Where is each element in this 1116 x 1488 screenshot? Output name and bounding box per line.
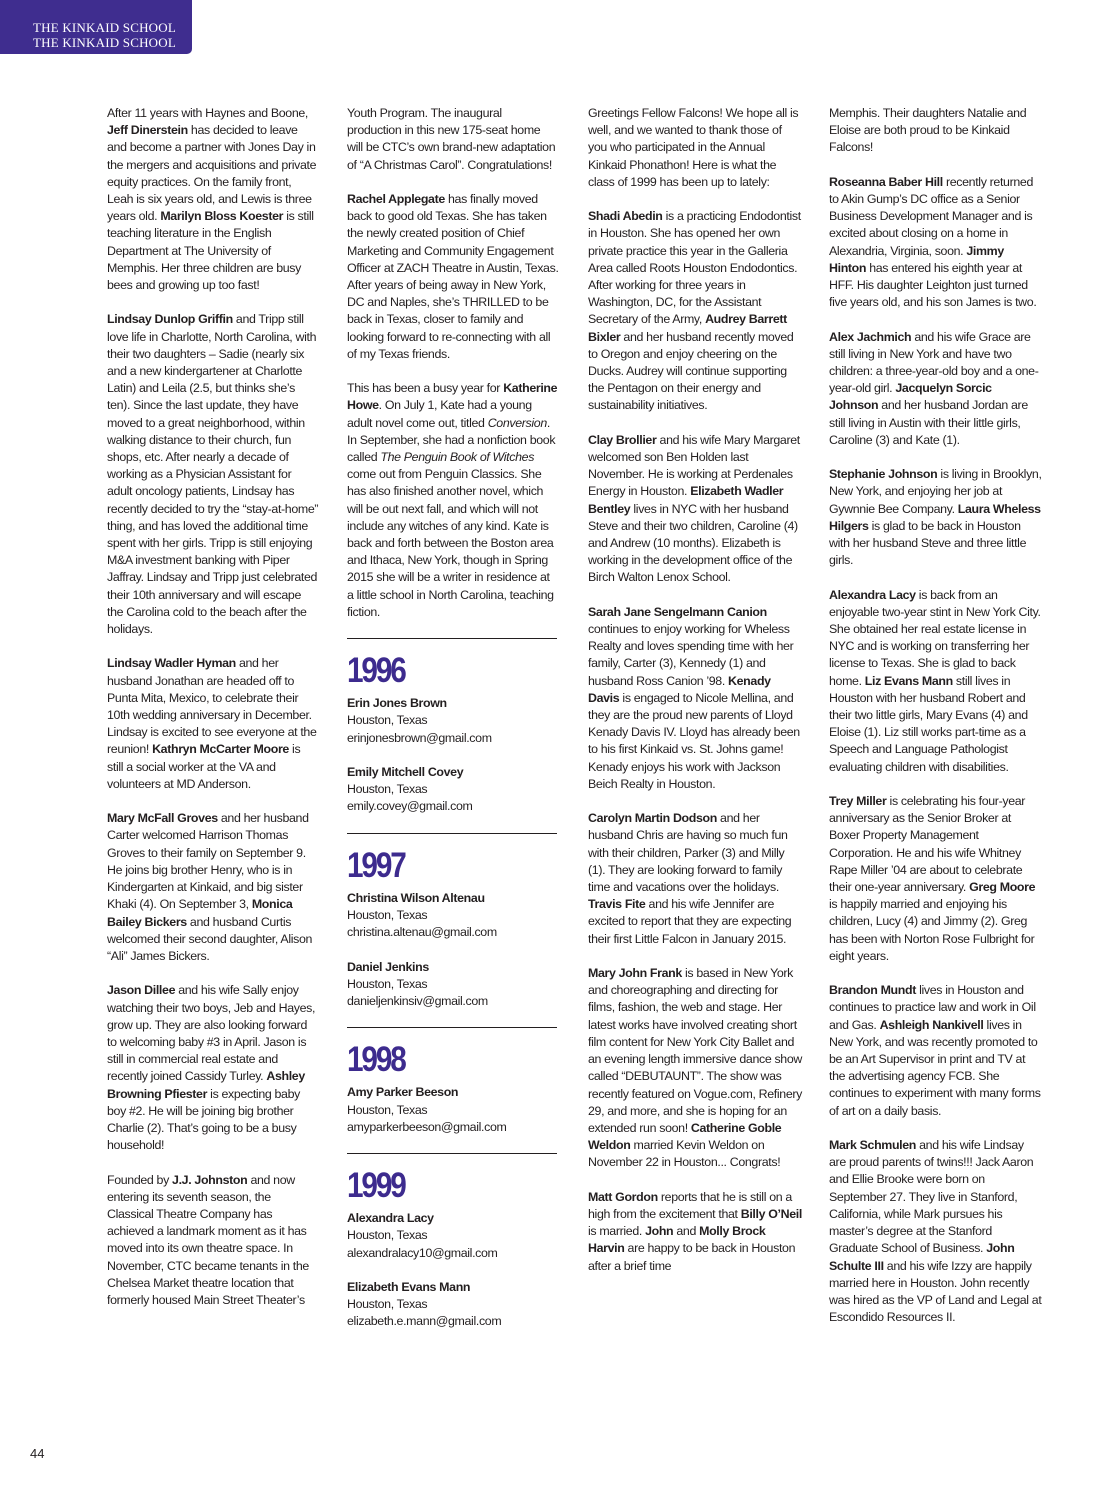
note-text: and his wife Lindsay are proud parents of twins!!! Jack Aaron and Ellie Brooke were born on September 27. They live in Stanford, California, while Mark pursues his master’s degree at the Stanford Graduate School of Business. xyxy=(829,1138,1034,1256)
class-note-paragraph xyxy=(829,1137,1043,1326)
class-note-paragraph xyxy=(347,191,559,363)
book-title: Conversion xyxy=(487,415,547,430)
alumni-name: Matt Gordon xyxy=(588,1189,658,1204)
class-note-paragraph xyxy=(829,329,1043,449)
contact-email[interactable]: christina.altenau@gmail.com xyxy=(347,925,497,940)
alumni-name: Katherine Howe xyxy=(347,381,558,413)
note-text: is glad to be back in Houston with her husband Steve and three little girls. xyxy=(829,518,1027,568)
contact-email[interactable]: erinjonesbrown@gmail.com xyxy=(347,730,492,745)
note-text: still lives in Houston with her husband Robert and their two little girls, Mary Evans (4) and Eloise (1). Liz still works part-time as a Speech and Language Pathologist evaluating children with disabilities. xyxy=(829,673,1028,774)
class-contacts xyxy=(347,638,559,1330)
contact-name: Alexandra Lacy xyxy=(347,1211,434,1226)
note-text: is married. xyxy=(588,1224,646,1239)
contact-city: Houston, Texas xyxy=(347,782,428,797)
column-4 xyxy=(829,105,1043,1344)
note-text: and her husband Chris are having so much fun with their children, Parker (3) and Milly (1). They are looking forward to family time and vacations over the holidays. xyxy=(588,811,788,895)
alumni-name: Jacquelyn Sorcic Johnson xyxy=(829,381,992,413)
note-text: and now entering its seventh season, the Classical Theatre Company has achieved a landmark moment as it has moved into its own theatre space. In November, CTC became tenants in the Chelsea Market theatre location that formerly housed Main Street Theater’s xyxy=(107,1172,309,1307)
note-text: reports that he is still on a high from the excitement that xyxy=(588,1189,792,1221)
note-text: are happy to be back in Houston after a brief time xyxy=(588,1241,796,1273)
column-1 xyxy=(107,105,319,1326)
note-text: has decided to leave and become a partner with Jones Day in the mergers and acquisitions and private equity practices. On the family front, Leah is six years old, and Lewis is three years old. xyxy=(107,123,317,224)
note-text: and his wife Grace are still living in New York and have two children: a three-year-old boy and a one-year-old girl. xyxy=(829,329,1039,396)
contact-email[interactable]: amyparkerbeeson@gmail.com xyxy=(347,1119,507,1134)
note-text: Greetings Fellow Falcons! We hope all is well, and we wanted to thank those of you who participated in the Annual Kinkaid Phonathon! Here is what the class of 1999 has been up to lately: xyxy=(588,106,799,189)
alumni-name: Marilyn Bloss Koester xyxy=(160,209,284,224)
class-note-paragraph xyxy=(107,655,319,793)
alumni-name: Shadi Abedin xyxy=(588,209,663,224)
note-text: and husband Curtis welcomed their second daughter, Alison “Ali” James Bickers. xyxy=(107,914,313,963)
note-text: continues to enjoy working for Wheless Realty and loves spending time with her family, Carter (3), Kennedy (1) and husband Ross Canion ’98. xyxy=(588,622,794,688)
alumni-name: Travis Fite xyxy=(588,897,646,912)
class-year-heading: 1997 xyxy=(347,845,405,885)
contact-email[interactable]: danieljenkinsiv@gmail.com xyxy=(347,994,488,1009)
divider xyxy=(347,638,557,639)
page-number: 44 xyxy=(30,1446,45,1461)
alumni-name: Alex Jachmich xyxy=(829,329,912,344)
contact-name: Emily Mitchell Covey xyxy=(347,765,464,780)
divider xyxy=(347,833,557,834)
class-section-1996 xyxy=(347,638,559,815)
contact-email[interactable]: emily.covey@gmail.com xyxy=(347,799,473,814)
note-text: and her husband Carter welcomed Harrison Thomas Groves to their family on September 9. He joins big brother Henry, who is in Kindergarten at Kinkaid, and big sister Khaki (4). On September 3, xyxy=(107,811,309,912)
note-text: Founded by xyxy=(107,1172,173,1187)
alumni-name: Molly Brock Harvin xyxy=(588,1224,766,1256)
note-text: is back from an enjoyable two-year stint in New York City. She obtained her real estate license in NYC and is working on transferring her license to Texas. She is glad to back home. xyxy=(829,587,1041,688)
alumni-name: Laura Wheless Hilgers xyxy=(829,501,1041,533)
class-contact xyxy=(347,1210,559,1262)
divider xyxy=(347,1153,557,1154)
alumni-name: Trey Miller xyxy=(829,794,887,809)
alumni-name: Kathryn McCarter Moore xyxy=(152,742,289,757)
note-text: . In September, she had a nonfiction book called xyxy=(347,415,556,465)
class-note-paragraph xyxy=(588,432,802,587)
class-note-paragraph xyxy=(107,810,319,965)
class-note-paragraph xyxy=(588,965,802,1171)
class-year-heading: 1996 xyxy=(347,651,405,691)
note-text: lives in New York, and was recently promoted to be an Art Supervisor in print and TV at the advertising agency FCB. She continues to experiment with many forms of art on a daily basis. xyxy=(829,1017,1041,1118)
alumni-name: Lindsay Wadler Hyman xyxy=(107,656,236,671)
contact-email[interactable]: alexandralacy10@gmail.com xyxy=(347,1245,498,1260)
alumni-name: Clay Brollier xyxy=(588,432,657,447)
note-text: and his wife Mary Margaret welcomed son Ben Holden last November. He is working at Perdenales Energy in Houston. xyxy=(588,432,800,499)
note-text: After 11 years with Haynes and Boone, xyxy=(107,106,309,120)
class-note-paragraph xyxy=(588,1189,802,1275)
class-contact xyxy=(347,890,559,942)
note-text: and his wife Izzy are happily married here in Houston. John recently was hired as the VP of Land and Legal at Escondido Resources II. xyxy=(829,1258,1042,1325)
note-text: and her husband Jonathan are headed off to Punta Mita, Mexico, to celebrate their 10th wedding anniversary in December. Lindsay is excited to see everyone at the reunion! xyxy=(107,656,317,757)
alumni-name: Rachel Applegate xyxy=(347,192,445,206)
class-note-paragraph xyxy=(588,105,802,191)
note-text: Youth Program. The inaugural production in this new 175-seat home will be CTC’s own brand-new adaptation of “A Christmas Carol”. Congratulations! xyxy=(347,106,556,172)
note-text: is happily married and enjoying his children, Lucy (4) and Jimmy (2). Greg has been with Norton Rose Fulbright for eight years. xyxy=(829,897,1035,963)
contact-name: Daniel Jenkins xyxy=(347,959,429,974)
note-text: is engaged to Nicole Mellina, and they are the proud new parents of Lloyd Kenady Davis IV. Lloyd has already been to his first Kinkaid vs. St. Johns game! Kenady enjoys his work with Jackson Beich Realty in Houston. xyxy=(588,690,800,791)
class-note-paragraph xyxy=(829,105,1043,157)
alumni-name: Ashley Browning Pfiester xyxy=(107,1069,305,1101)
note-text: is living in Brooklyn, New York, and enjoying her job at Gywnnie Bee Company. xyxy=(829,467,1042,516)
contact-city: Houston, Texas xyxy=(347,1297,428,1312)
alumni-name: Catherine Goble Weldon xyxy=(588,1120,782,1153)
class-note-paragraph xyxy=(829,466,1043,569)
class-note-paragraph xyxy=(588,208,802,414)
note-text: is celebrating his four-year anniversary as the Senior Broker at Boxer Property Management Corporation. He and his wife Whitney Rape Miller ’04 are about to celebrate their one-year anniversary. xyxy=(829,794,1026,895)
alumni-name: Jeff Dinerstein xyxy=(107,123,188,138)
note-text: is still teaching literature in the English Department at The University of Memphis. Her three children are busy bees and growing up too fast! xyxy=(107,209,314,293)
contact-name: Christina Wilson Altenau xyxy=(347,890,485,905)
contact-city: Houston, Texas xyxy=(347,976,428,991)
class-note-paragraph xyxy=(829,174,1043,312)
alumni-name: Lindsay Dunlop Griffin xyxy=(107,312,233,327)
alumni-name: Alexandra Lacy xyxy=(829,587,916,602)
class-note-paragraph xyxy=(107,1172,319,1310)
class-note-paragraph xyxy=(107,982,319,1154)
class-contact xyxy=(347,1084,559,1136)
note-text: married Kevin Weldon on November 22 in Houston... Congrats! xyxy=(588,1138,781,1170)
note-text: This has been a busy year for xyxy=(347,381,504,396)
note-text: and her husband recently moved to Oregon and enjoy cheering on the Ducks. Audrey will continue supporting the Pentagon on their energy and sustainability initiatives. xyxy=(588,329,794,413)
class-contact xyxy=(347,959,559,1011)
note-text: has finally moved back to good old Texas. She has taken the newly created position of Chief Marketing and Community Engagement Officer at ZACH Theatre in Austin, Texas. After years of being away in New York, DC and Naples, she’s THRILLED to be back in Texas, closer to family and looking forward to re-connecting with all of my Texas friends. xyxy=(347,192,559,361)
alumni-name: Stephanie Johnson xyxy=(829,467,938,482)
alumni-name: Sarah Jane Sengelmann Canion xyxy=(588,604,767,619)
contact-city: Houston, Texas xyxy=(347,713,428,728)
class-note-paragraph xyxy=(107,311,319,638)
note-text: is based in New York and choreographing and directing for films, fashion, the web and stage. Her latest works have involved creating short film content for New York City Ballet and an evening length immersive dance show called “DEBUTAUNT”. The show was recently featured on Vogue.com, Refinery 29, and more, and she is hoping for an extended run soon! xyxy=(588,966,802,1135)
contact-city: Houston, Texas xyxy=(347,1228,428,1243)
class-contact xyxy=(347,1279,559,1331)
note-text: is still a social worker at the VA and volunteers at MD Anderson. xyxy=(107,742,301,791)
divider xyxy=(347,1027,557,1028)
book-title: The Penguin Book of Witches xyxy=(380,450,535,465)
alumni-name: Mary John Frank xyxy=(588,966,682,981)
class-year-heading: 1998 xyxy=(347,1040,405,1080)
alumni-name: Mark Schmulen xyxy=(829,1138,917,1153)
alumni-name: Roseanna Baber Hill xyxy=(829,174,943,189)
class-section-1997 xyxy=(347,833,559,1010)
alumni-name: Billy O’Neil xyxy=(740,1206,802,1221)
alumni-name: Brandon Mundt xyxy=(829,983,916,998)
contact-email[interactable]: elizabeth.e.mann@gmail.com xyxy=(347,1314,502,1329)
alumni-name: Jimmy Hinton xyxy=(829,243,1004,275)
class-note-paragraph xyxy=(829,793,1043,965)
school-name: THE KINKAID SCHOOL xyxy=(33,20,176,35)
class-note-paragraph xyxy=(588,810,802,948)
contact-city: Houston, Texas xyxy=(347,908,428,923)
note-text: and his wife Sally enjoy watching their two boys, Jeb and Hayes, grow up. They are also looking forward to welcoming baby #3 in April. Jason is still in commercial real estate and recently joined Cassidy Turley. xyxy=(107,983,316,1084)
note-text: has entered his eighth year at HFF. His daughter Leighton just turned five years old, and his son James is two. xyxy=(829,260,1037,310)
alumni-name: Mary McFall Groves xyxy=(107,811,218,826)
note-text: recently returned to Akin Gump’s DC office as a Senior Business Development Manager and is excited about closing on a home in Alexandria, Virginia, soon. xyxy=(829,174,1033,258)
alumni-name: Elizabeth Wadler Bentley xyxy=(588,484,784,516)
column-3 xyxy=(588,105,802,1292)
masthead-tab xyxy=(0,0,192,54)
alumni-name: Audrey Barrett Bixler xyxy=(588,312,787,344)
alumni-name: John xyxy=(645,1224,674,1239)
alumni-name: Carolyn Martin Dodson xyxy=(588,811,717,826)
note-text: . On July 1, Kate had a young adult novel come out, titled xyxy=(347,398,532,430)
note-text: and his wife Jennifer are excited to report that they are expecting their first Little Falcon in January 2015. xyxy=(588,897,792,946)
note-text: is a practicing Endodontist in Houston. She has opened her own private practice this year in the Galleria Area called Roots Houston Endodontics. After working for three years in Washington, DC, for the Assistant Secretary of the Army, xyxy=(588,209,801,327)
alumni-name: J.J. Johnston xyxy=(172,1172,248,1187)
alumni-name: Ashleigh Nankivell xyxy=(879,1017,984,1032)
note-text: and Tripp still love life in Charlotte, North Carolina, with their two daughters – Sadie (nearly six and a new kindergartener at Charlotte Latin) and Leila (2.5, but thinks she’s ten). Since the last update, they have moved to a great neighborhood, within walking distance to their church, fun shops, etc. After nearly a decade of working as a Physician Assistant for adult oncology patients, Lindsay has recently decided to try the “stay-at-home” thing, and has loved the additional time spent with her girls. Tripp is still enjoying M&A investment banking with Piper Jaffray. Lindsay and Tripp just celebrated their 10th anniversary and will escape the Carolina cold to the beach after the holidays. xyxy=(107,312,319,637)
note-text: is expecting baby boy #2. He will be joining big brother Charlie (2). That’s going to be a busy household! xyxy=(107,1086,300,1153)
class-note-paragraph xyxy=(107,105,319,294)
alumni-name: Liz Evans Mann xyxy=(864,673,953,688)
class-note-paragraph xyxy=(347,380,559,621)
class-section-1999 xyxy=(347,1153,559,1330)
class-contact xyxy=(347,695,559,747)
contact-name: Erin Jones Brown xyxy=(347,696,447,711)
column-2 xyxy=(347,105,559,1348)
class-note-paragraph xyxy=(829,982,1043,1120)
alumni-name: Greg Moore xyxy=(969,880,1036,895)
class-note-paragraph xyxy=(588,604,802,793)
alumni-name: John Schulte III xyxy=(829,1241,1015,1273)
alumni-name: Kenady Davis xyxy=(588,673,771,705)
class-contact xyxy=(347,764,559,816)
note-text: Memphis. Their daughters Natalie and Eloise are both proud to be Kinkaid Falcons! xyxy=(829,106,1027,155)
class-year-heading: 1999 xyxy=(347,1166,405,1206)
contact-name: Amy Parker Beeson xyxy=(347,1085,459,1100)
note-text: and her husband Jordan are still living in Austin with their little girls, Caroline (3) and Kate (1). xyxy=(829,398,1028,447)
note-text: come out from Penguin Classics. She has also finished another novel, which will be out next fall, and which will not include any witches of any kind. Kate is back and forth between the Boston area and Ithaca, New York, though in Spring 2015 she will be a writer in residence at a little school in North Carolina, teaching fiction. xyxy=(347,467,554,619)
alumni-name: Monica Bailey Bickers xyxy=(107,897,293,929)
note-text: lives in NYC with her husband Steve and their two children, Caroline (4) and Andrew (10 months). Elizabeth is working in the development office of the Birch Walton Lenox School. xyxy=(588,501,798,585)
note-text: lives in Houston and continues to practice law and work in Oil and Gas. xyxy=(829,983,1036,1032)
contact-name: Elizabeth Evans Mann xyxy=(347,1280,471,1295)
contact-city: Houston, Texas xyxy=(347,1102,428,1117)
alumni-name: Jason Dillee xyxy=(107,983,176,998)
class-section-1998 xyxy=(347,1027,559,1136)
school-name-duplicate: THE KINKAID SCHOOL xyxy=(33,35,176,50)
note-text: and xyxy=(673,1224,700,1239)
class-note-paragraph xyxy=(829,587,1043,776)
class-note-paragraph xyxy=(347,105,559,174)
